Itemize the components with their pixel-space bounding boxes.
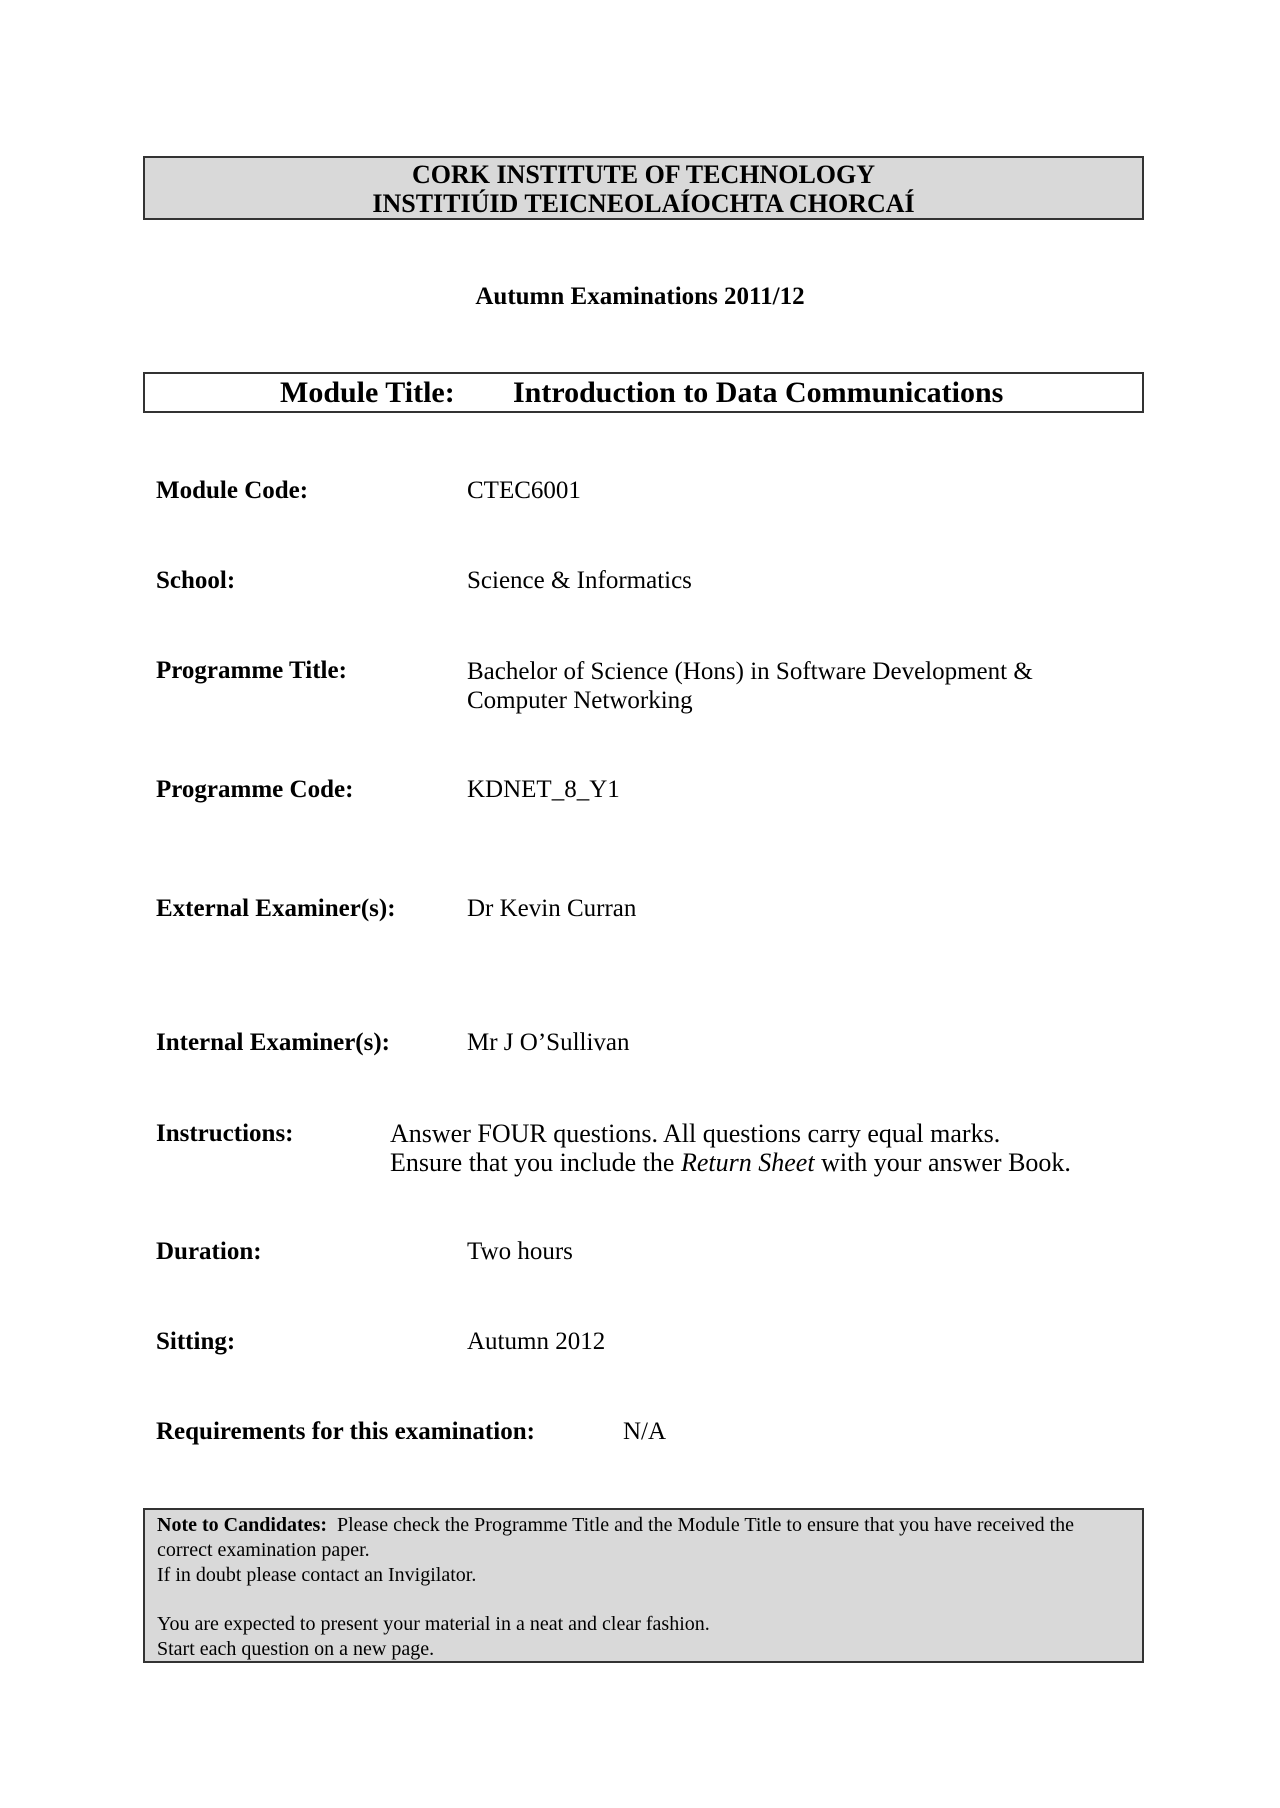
programme-title-value	[467, 657, 1033, 715]
return-sheet-emphasis: Return Sheet	[680, 1148, 815, 1177]
sitting-label: Sitting:	[156, 1328, 236, 1355]
internal-examiner-value: Mr J O’Sullivan	[467, 1029, 630, 1056]
note-line-3: You are expected to present your material in a neat and clear fashion.	[157, 1613, 710, 1635]
note-paragraph-1	[157, 1513, 1130, 1563]
instructions-line-1: Answer FOUR questions. All questions carry equal marks.	[390, 1119, 1001, 1148]
external-examiner-label: External Examiner(s):	[156, 895, 396, 922]
requirements-value: N/A	[623, 1418, 667, 1445]
note-line-1: Please check the Programme Title and the Module Title to ensure that you have received the correct examination paper.	[157, 1514, 1080, 1561]
programme-title-line-1: Bachelor of Science (Hons) in Software Development &	[467, 658, 1033, 685]
module-title-value: Introduction to Data Communications	[513, 376, 1004, 409]
instructions-value	[390, 1119, 1071, 1177]
module-code-value: CTEC6001	[467, 477, 581, 504]
institution-header	[143, 156, 1144, 220]
sitting-value: Autumn 2012	[467, 1328, 606, 1355]
note-spacer	[157, 1588, 1130, 1612]
duration-label: Duration:	[156, 1238, 262, 1265]
instructions-line-2-end: with your answer Book.	[814, 1148, 1071, 1177]
institution-name-english: CORK INSTITUTE OF TECHNOLOGY	[411, 160, 876, 189]
programme-title-label: Programme Title:	[156, 657, 347, 684]
note-heading: Note to Candidates:	[157, 1514, 327, 1536]
programme-code-label: Programme Code:	[156, 776, 354, 803]
note-line-2: If in doubt please contact an Invigilator.	[157, 1564, 477, 1586]
module-code-label: Module Code:	[156, 477, 309, 504]
instructions-label: Instructions:	[156, 1120, 294, 1147]
module-title-label: Module Title:	[280, 376, 455, 409]
internal-examiner-label: Internal Examiner(s):	[156, 1029, 390, 1056]
school-label: School:	[156, 567, 236, 594]
programme-title-line-2: Computer Networking	[467, 687, 693, 714]
instructions-line-2	[390, 1148, 1071, 1177]
external-examiner-value: Dr Kevin Curran	[467, 895, 637, 922]
module-title-box	[143, 372, 1144, 413]
exam-session-heading: Autumn Examinations 2011/12	[475, 283, 805, 310]
note-to-candidates-box	[143, 1508, 1144, 1663]
institution-name-irish: INSTITIÚID TEICNEOLAÍOCHTA CHORCAÍ	[372, 189, 915, 218]
requirements-label: Requirements for this examination:	[156, 1418, 535, 1445]
note-line-4: Start each question on a new page.	[157, 1638, 435, 1660]
instructions-line-2-start: Ensure that you include the	[390, 1148, 681, 1177]
school-value: Science & Informatics	[467, 567, 692, 594]
duration-value: Two hours	[467, 1238, 573, 1265]
programme-code-value: KDNET_8_Y1	[467, 776, 620, 803]
